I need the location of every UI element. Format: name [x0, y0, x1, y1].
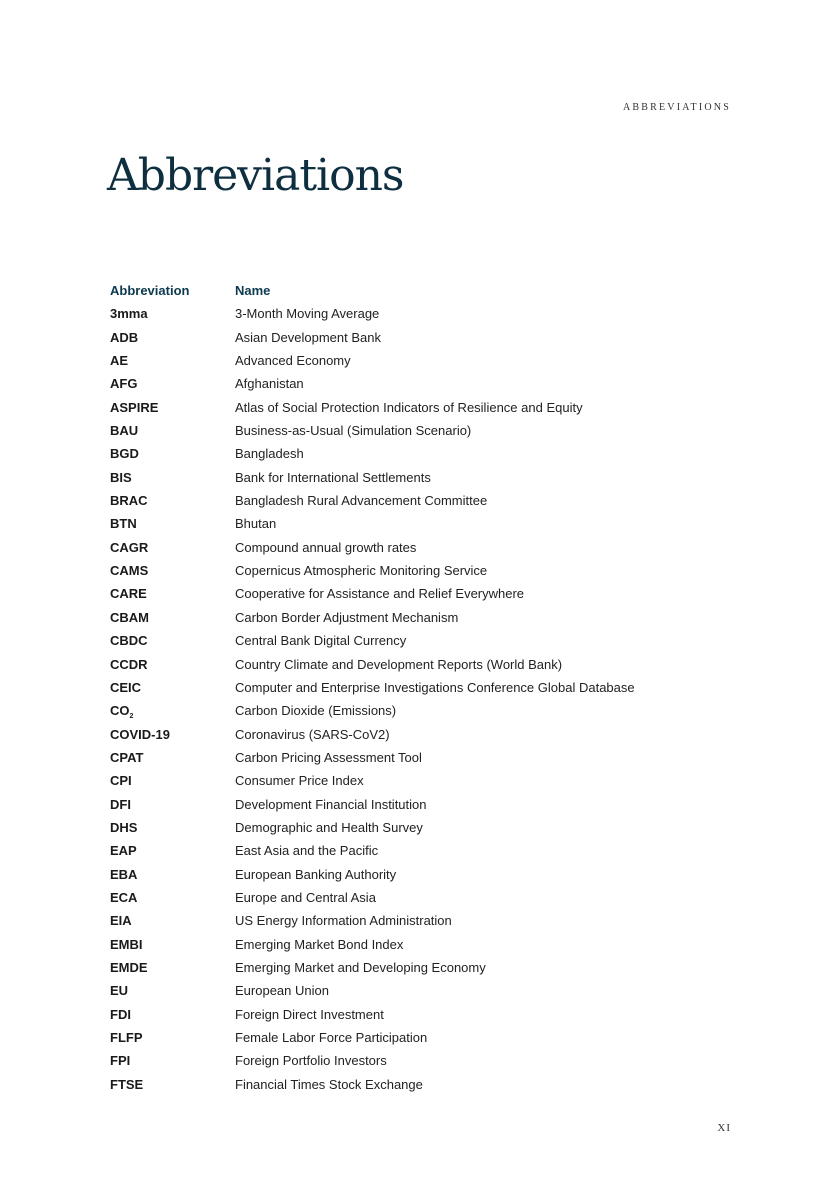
name-cell: Foreign Portfolio Investors	[235, 1053, 387, 1069]
abbreviation-text: FDI	[110, 1006, 131, 1022]
abbreviation-text: EMDE	[110, 959, 148, 975]
name-cell: Female Labor Force Participation	[235, 1030, 428, 1045]
abbreviation-text: CBAM	[110, 609, 149, 625]
abbreviation-text: EIA	[110, 913, 132, 929]
name-cell: Bhutan	[235, 516, 277, 532]
table-row	[110, 466, 730, 489]
abbreviation-text: CAMS	[110, 563, 149, 579]
name-cell: Financial Times Stock Exchange	[235, 1076, 423, 1092]
name-cell: Advanced Economy	[235, 353, 351, 369]
table-header-row	[110, 279, 730, 302]
table-row	[110, 886, 730, 909]
table-row	[110, 396, 730, 419]
abbreviation-text: ASPIRE	[110, 399, 159, 415]
name-cell: Bangladesh	[235, 446, 304, 462]
name-cell: Consumer Price Index	[235, 773, 364, 789]
name-cell: European Union	[235, 983, 329, 999]
table-row	[110, 302, 730, 325]
abbreviation-text: ADB	[110, 329, 139, 345]
abbreviation-cell	[110, 1026, 235, 1049]
abbreviation-cell	[110, 909, 235, 932]
name-cell: Central Bank Digital Currency	[235, 633, 407, 649]
abbreviation-cell	[110, 699, 235, 722]
table-row	[110, 723, 730, 746]
name-cell: Computer and Enterprise Investigations Conference Global Database	[235, 679, 635, 695]
name-cell: Demographic and Health Survey	[235, 819, 423, 835]
abbreviation-text: DFI	[110, 796, 131, 812]
table-row	[110, 979, 730, 1002]
table-row	[110, 769, 730, 792]
abbreviation-cell	[110, 676, 235, 699]
abbreviation-text: CCDR	[110, 656, 148, 672]
table-row	[110, 933, 730, 956]
abbreviation-cell	[110, 512, 235, 535]
table-row	[110, 326, 730, 349]
abbreviation-cell	[110, 746, 235, 769]
column-header-abbreviation: Abbreviation	[110, 283, 190, 298]
abbreviation-text: CO	[110, 703, 130, 719]
abbreviation-cell	[110, 933, 235, 956]
abbreviation-cell	[110, 489, 235, 512]
abbreviation-text: BIS	[110, 469, 132, 485]
abbreviation-text: CPI	[110, 773, 132, 789]
abbreviation-text: CPAT	[110, 749, 144, 765]
abbreviation-cell	[110, 1073, 235, 1096]
table-row	[110, 419, 730, 442]
abbreviation-cell	[110, 886, 235, 909]
name-cell: Carbon Pricing Assessment Tool	[235, 749, 422, 765]
abbreviation-text: CARE	[110, 586, 147, 602]
abbreviation-cell	[110, 302, 235, 325]
abbreviation-text: CAGR	[110, 539, 149, 555]
name-cell: Foreign Direct Investment	[235, 1006, 384, 1022]
abbreviation-cell	[110, 536, 235, 559]
abbreviation-text: EU	[110, 983, 129, 999]
table-row	[110, 1003, 730, 1026]
table-row	[110, 839, 730, 862]
table-row	[110, 582, 730, 605]
abbreviation-cell	[110, 839, 235, 862]
abbreviation-cell	[110, 956, 235, 979]
column-header-name: Name	[235, 283, 271, 298]
abbreviation-cell	[110, 1003, 235, 1026]
abbreviation-cell	[110, 466, 235, 489]
abbreviation-cell	[110, 979, 235, 1002]
abbreviation-cell	[110, 582, 235, 605]
name-cell: US Energy Information Administration	[235, 913, 452, 929]
name-cell: Asian Development Bank	[235, 329, 381, 345]
name-cell: Country Climate and Development Reports (World Bank)	[235, 656, 563, 672]
abbreviation-text: COVID-19	[110, 726, 170, 742]
table-row	[110, 1073, 730, 1096]
table-row	[110, 559, 730, 582]
abbreviation-cell	[110, 349, 235, 372]
abbreviation-text: EAP	[110, 843, 137, 859]
abbreviation-cell	[110, 1049, 235, 1072]
abbreviation-cell	[110, 816, 235, 839]
abbreviation-cell	[110, 326, 235, 349]
abbreviation-text: ECA	[110, 889, 138, 905]
abbreviation-cell	[110, 419, 235, 442]
abbreviation-cell	[110, 863, 235, 886]
table-row	[110, 653, 730, 676]
abbreviation-text: DHS	[110, 819, 138, 835]
abbreviation-text: BGD	[110, 446, 139, 462]
table-row	[110, 606, 730, 629]
abbreviations-table	[110, 279, 730, 1096]
table-row	[110, 489, 730, 512]
table-row	[110, 956, 730, 979]
abbreviation-text: BAU	[110, 423, 139, 439]
table-row	[110, 512, 730, 535]
running-header: ABBREVIATIONS	[622, 102, 731, 113]
table-row	[110, 1026, 730, 1049]
abbreviation-text: BRAC	[110, 493, 148, 509]
name-cell: European Banking Authority	[235, 866, 397, 882]
name-cell: Compound annual growth rates	[235, 539, 417, 555]
abbreviation-text: FLFP	[110, 1030, 143, 1045]
subscript: 2	[129, 713, 134, 721]
table-row	[110, 863, 730, 886]
abbreviation-text: FTSE	[110, 1076, 144, 1092]
name-cell: East Asia and the Pacific	[235, 843, 379, 859]
abbreviation-cell	[110, 723, 235, 746]
name-cell: Emerging Market Bond Index	[235, 936, 404, 952]
name-cell: Bangladesh Rural Advancement Committee	[235, 493, 488, 509]
table-row	[110, 793, 730, 816]
abbreviation-cell	[110, 793, 235, 816]
abbreviation-text: FPI	[110, 1053, 131, 1069]
table-row	[110, 372, 730, 395]
abbreviation-cell	[110, 372, 235, 395]
name-cell: Development Financial Institution	[235, 796, 427, 812]
page-title: Abbreviations	[107, 150, 404, 201]
table-row	[110, 442, 730, 465]
table-row	[110, 746, 730, 769]
table-row	[110, 349, 730, 372]
table-row	[110, 676, 730, 699]
name-cell: Europe and Central Asia	[235, 889, 376, 905]
abbreviation-text: 3mma	[110, 306, 148, 322]
abbreviation-text: EBA	[110, 866, 138, 882]
name-cell: Atlas of Social Protection Indicators of Resilience and Equity	[235, 399, 583, 415]
name-cell: Cooperative for Assistance and Relief Everywhere	[235, 586, 525, 602]
name-cell: Coronavirus (SARS-CoV2)	[235, 726, 390, 742]
abbreviation-cell	[110, 606, 235, 629]
page-number: XI	[717, 1122, 731, 1134]
abbreviation-text: AE	[110, 353, 129, 369]
abbreviation-cell	[110, 769, 235, 792]
table-body	[110, 302, 730, 1096]
abbreviation-text: EMBI	[110, 936, 143, 952]
abbreviation-text: CEIC	[110, 679, 142, 695]
name-cell: Carbon Dioxide (Emissions)	[235, 703, 397, 719]
abbreviation-cell	[110, 629, 235, 652]
abbreviation-cell	[110, 396, 235, 419]
table-row	[110, 699, 730, 722]
name-cell: Copernicus Atmospheric Monitoring Service	[235, 563, 488, 579]
name-cell: Bank for International Settlements	[235, 469, 431, 485]
name-cell: Carbon Border Adjustment Mechanism	[235, 609, 459, 625]
abbreviation-text: BTN	[110, 516, 137, 532]
abbreviation-cell	[110, 559, 235, 582]
table-row	[110, 816, 730, 839]
abbreviation-cell	[110, 653, 235, 676]
name-cell: 3-Month Moving Average	[235, 306, 380, 322]
table-row	[110, 629, 730, 652]
table-row	[110, 909, 730, 932]
abbreviation-text: CBDC	[110, 633, 148, 649]
abbreviation-cell	[110, 442, 235, 465]
name-cell: Afghanistan	[235, 376, 304, 392]
name-cell: Business-as-Usual (Simulation Scenario)	[235, 423, 472, 439]
table-row	[110, 536, 730, 559]
abbreviation-text: AFG	[110, 376, 138, 392]
name-cell: Emerging Market and Developing Economy	[235, 959, 486, 975]
table-row	[110, 1049, 730, 1072]
